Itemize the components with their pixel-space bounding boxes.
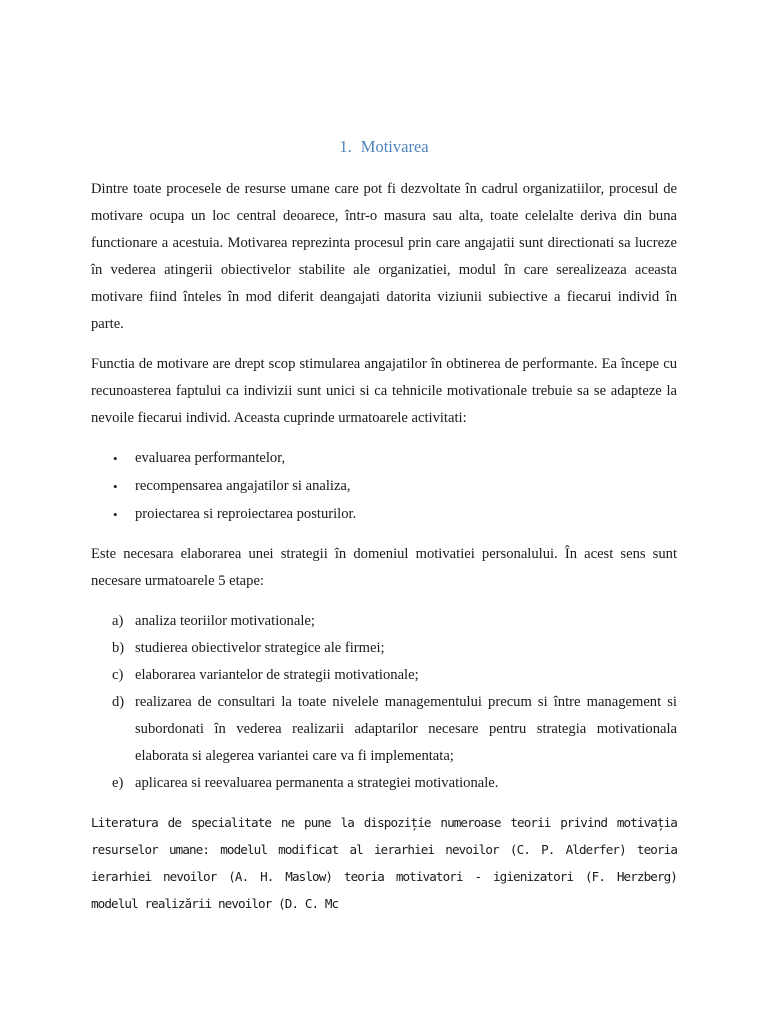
list-item [91,770,677,797]
list-item [91,662,677,689]
list-item [91,445,677,472]
bullet-icon: • [113,507,118,522]
paragraph-strategy: Este necesara elaborarea unei strategii în domeniul motivatiei personalului. În acest sens sunt necesare urmatoarele 5 etape: [91,546,677,589]
step-marker: b) [112,640,125,656]
list-item [91,608,677,635]
step-text: analiza teoriilor motivationale; [135,613,315,629]
list-item-text: evaluarea performantelor, [135,450,286,466]
step-text: studierea obiectivelor strategice ale firmei; [135,640,385,656]
list-item-text: proiectarea si reproiectarea posturilor. [135,506,357,522]
body-text [91,176,677,917]
step-text: realizarea de consultari la toate nivelele managementului precum si între management si subordonati în vederea realizarii adaptarilor necesare pentru strategia motivationala elaborata si alegerea variantei care va fi implementata; [135,694,677,764]
list-item-text: recompensarea angajatilor si analiza, [135,478,351,494]
step-marker: e) [112,775,124,791]
section-heading [0,137,768,157]
list-item [91,473,677,500]
step-marker: d) [112,694,125,710]
step-marker: c) [112,667,124,683]
activities-list [91,445,677,528]
steps-list [91,608,677,797]
paragraph-motivation-function: Functia de motivare are drept scop stimularea angajatilor în obtinerea de performante. Ea începe cu recunoasterea faptului ca indivizii sunt unici si ca tehnicile motivationale trebuie sa se adapteze la nevoile fiecarui individ. Aceasta cuprinde urmatoarele activitati: [91,356,677,426]
list-item [91,689,677,770]
section-number: 1. [339,137,352,156]
step-text: aplicarea si reevaluarea permanenta a strategiei motivationale. [135,775,499,791]
list-item [91,501,677,528]
paragraph-intro: Dintre toate procesele de resurse umane care pot fi dezvoltate în cadrul organizatiilor, procesul de motivare ocupa un loc central deoarece, într-o masura sau alta, toate celelalte deriva din buna functionare a acestuia. Motivarea reprezinta procesul prin care angajatii sunt directionati sa lucreze în vederea atingerii obiectivelor stabilite ale organizatiei, modul în care serealizeaza aceasta motivare fiind înteles în mod diferit deangajati datorita viziunii subiective a fiecarui individ în parte. [91,181,677,332]
bullet-icon: • [113,479,118,494]
list-item [91,635,677,662]
paragraph-literature: Literatura de specialitate ne pune la dispoziție numeroase teorii privind motivația resurselor umane: modelul modificat al ierarhiei nevoilor (C. P. Alderfer) teoria ierarhiei nevoilor (A. H. Maslow) teoria motivatori - igienizatori (F. Herzberg) modelul realizării nevoilor (D. C. Mc [91,815,677,911]
step-text: elaborarea variantelor de strategii motivationale; [135,667,419,683]
section-title: Motivarea [360,137,429,156]
step-marker: a) [112,613,124,629]
bullet-icon: • [113,451,118,466]
